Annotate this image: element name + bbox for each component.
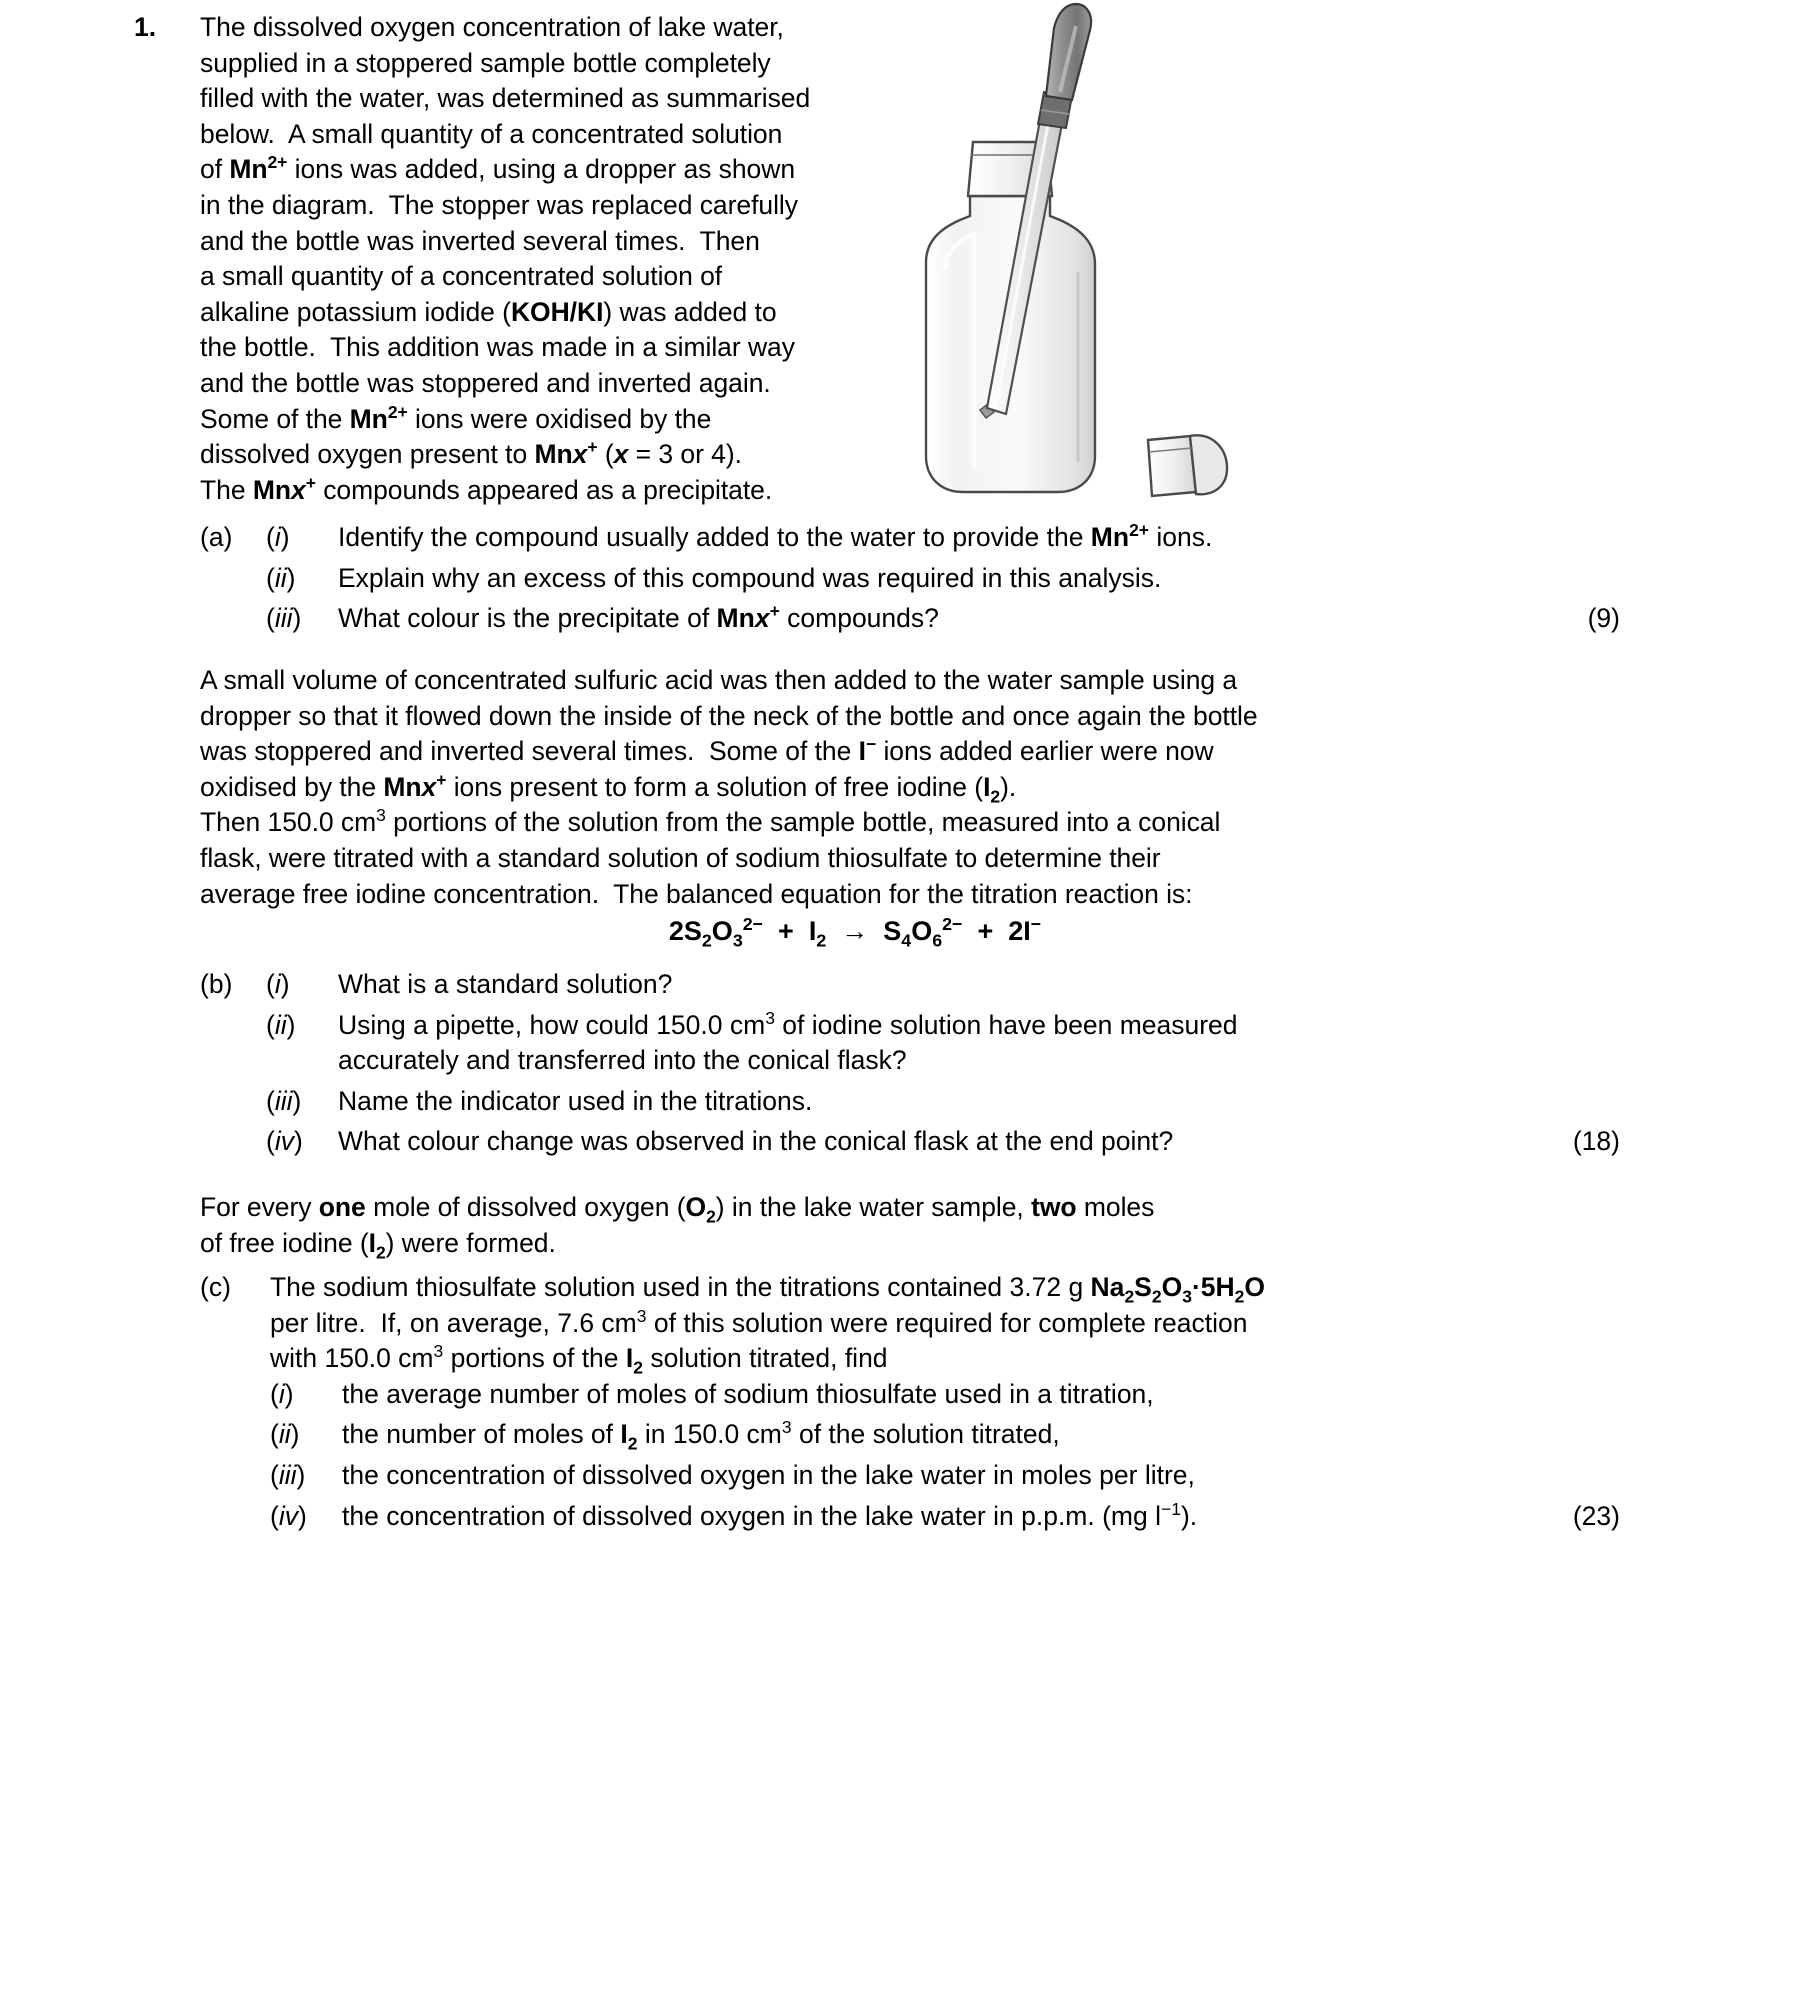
sample-bottle-diagram (890, 0, 1310, 510)
part-b-text-ii: Using a pipette, how could 150.0 $cm^3$ of iodine solution have been measured accurately and transferred into the conical flask? (338, 1007, 1238, 1076)
mid-line-7: average free iodine concentration. The balanced equation for the titration reaction is: (200, 878, 1193, 909)
part-b-item-iii (200, 1084, 1620, 1120)
intro-line-12: Some of the $Mn^{2+}$ ions were oxidised by the (200, 401, 712, 434)
part-c-item-iv (270, 1499, 1620, 1535)
part-a-text-ii: Explain why an excess of this compound was required in this analysis. (338, 562, 1162, 593)
part-a-marks: (9) (1587, 603, 1620, 634)
part-c-text-i: the average number of moles of sodium thiosulfate used in a titration, (342, 1378, 1154, 1409)
part-c (200, 1270, 1620, 1539)
part-b-letter: (b) (200, 969, 233, 999)
part-b-roman-ii: (ii) (266, 1009, 296, 1040)
part-c-subitems (270, 1377, 1620, 1534)
part-c-item-i (270, 1377, 1620, 1413)
mid-line-2: dropper so that it flowed down the inside of the neck of the bottle and once again the bottle (200, 700, 1258, 731)
part-c-text-iv: the concentration of dissolved oxygen in the lake water in p.p.m. (mg $l^{-1}$). (23) (342, 1499, 1620, 1535)
part-a-text-iii: What colour is the precipitate of Mnx+ compounds? (9) (338, 601, 1620, 637)
intro-line-14: The Mnx+ compounds appeared as a precipitate. (200, 472, 773, 505)
part-b-marks: (18) (1572, 1126, 1620, 1157)
mole-line-2: of free iodine $(I_2)$ were formed. (200, 1227, 556, 1262)
intro-line-11: and the bottle was stoppered and inverted again. (200, 367, 771, 398)
intro-line-13: dissolved oxygen present to Mnx+ (x = 3 or 4). (200, 437, 742, 470)
mid-line-5: Then 150.0 $cm^3$ portions of the solution from the sample bottle, measured into a conical (200, 805, 1221, 838)
intro-line-1: The dissolved oxygen concentration of lake water, (200, 12, 784, 42)
question-intro-paragraph (200, 10, 840, 508)
part-b-text-i: What is a standard solution? (338, 969, 673, 999)
part-c-item-ii (270, 1417, 1620, 1453)
part-b-item-ii (200, 1008, 1620, 1079)
part-b-text-iv (338, 1124, 1620, 1160)
part-c-intro-text: The sodium thiosulfate solution used in the titrations contained 3.72 g $Na_2S_2O_3\cdot 5H_2O$ per litre. If, on average, 7.6 $cm^3$ of this solution were required for complete reaction with 150.0 $cm^3$ portions of the $I_2$ solution titrated, find (270, 1272, 1266, 1378)
mid-line-4: oxidised by the Mnx+ ions present to form a solution of free iodine $(I_2)$. (200, 769, 1017, 807)
part-b-text-iv-label: What colour change was observed in the conical flask at the end point? (338, 1126, 1174, 1157)
part-a-item-iii (200, 601, 1620, 637)
part-c-roman-iv: (iv) (270, 1500, 307, 1531)
part-b-item-i (200, 967, 1620, 1003)
stopper (1148, 435, 1227, 496)
part-a-item-i (200, 520, 1620, 556)
part-b-roman-iii: (iii) (266, 1085, 302, 1116)
part-b-roman-i: (i) (266, 969, 290, 999)
part-c-roman-i: (i) (270, 1378, 294, 1409)
part-a-letter: (a) (200, 522, 233, 552)
mid-line-1: A small volume of concentrated sulfuric acid was then added to the water sample using a (200, 665, 1238, 695)
part-c-roman-ii: (ii) (270, 1419, 300, 1450)
part-c-intro (200, 1270, 1620, 1377)
part-b-roman-iv: (iv) (266, 1126, 303, 1157)
mid-paragraph (200, 663, 1510, 912)
mole-ratio-statement (200, 1190, 1510, 1261)
part-b-item-iv (200, 1124, 1620, 1160)
mid-line-3: was stoppered and inverted several times. Some of the I− ions added earlier were now (200, 734, 1214, 767)
intro-line-4: below. A small quantity of a concentrated solution (200, 118, 783, 149)
part-a (200, 520, 1620, 642)
part-a-item-ii (200, 561, 1620, 597)
part-a-roman-iii: (iii) (266, 603, 302, 634)
part-c-text-iii: the concentration of dissolved oxygen in the lake water in moles per litre, (342, 1459, 1195, 1490)
part-c-text-ii: the number of moles of $I_2$ in 150.0 $cm^3$ of the solution titrated, (342, 1417, 1060, 1454)
intro-line-3: filled with the water, was determined as summarised (200, 83, 811, 114)
part-c-letter: (c) (200, 1272, 231, 1302)
mole-line-1: For every one mole of dissolved oxygen $(O_2)$ in the lake water sample, two moles (200, 1192, 1155, 1227)
dropper-bulb (1046, 4, 1091, 100)
intro-line-8: a small quantity of a concentrated solution of (200, 261, 723, 292)
mid-line-6: flask, were titrated with a standard solution of sodium thiosulfate to determine their (200, 842, 1161, 873)
question-number: 1. (134, 12, 157, 42)
intro-line-2: supplied in a stoppered sample bottle completely (200, 47, 771, 78)
part-c-roman-iii: (iii) (270, 1459, 306, 1490)
intro-line-10: the bottle. This addition was made in a similar way (200, 332, 795, 363)
part-a-text-i: Identify the compound usually added to the water to provide the $Mn^{2+}$ ions. (338, 520, 1213, 552)
part-a-roman-ii: (ii) (266, 562, 296, 593)
part-a-roman-i: (i) (266, 522, 290, 552)
intro-line-5: of $Mn^{2+}$ ions was added, using a dropper as shown (200, 152, 796, 185)
intro-line-6: in the diagram. The stopper was replaced carefully (200, 189, 798, 220)
intro-line-9: alkaline potassium iodide (KOH/KI) was added to (200, 296, 777, 327)
part-b (200, 967, 1620, 1165)
part-b-text-iii: Name the indicator used in the titrations. (338, 1085, 813, 1116)
intro-line-7: and the bottle was inverted several times. Then (200, 225, 760, 256)
titration-equation: $2S_2O_3^{2-} + I_2 \to S_4O_6^{2-} + 2I^-$ (668, 914, 1042, 951)
part-c-item-iii (270, 1458, 1620, 1494)
part-c-marks: (23) (1572, 1500, 1620, 1531)
